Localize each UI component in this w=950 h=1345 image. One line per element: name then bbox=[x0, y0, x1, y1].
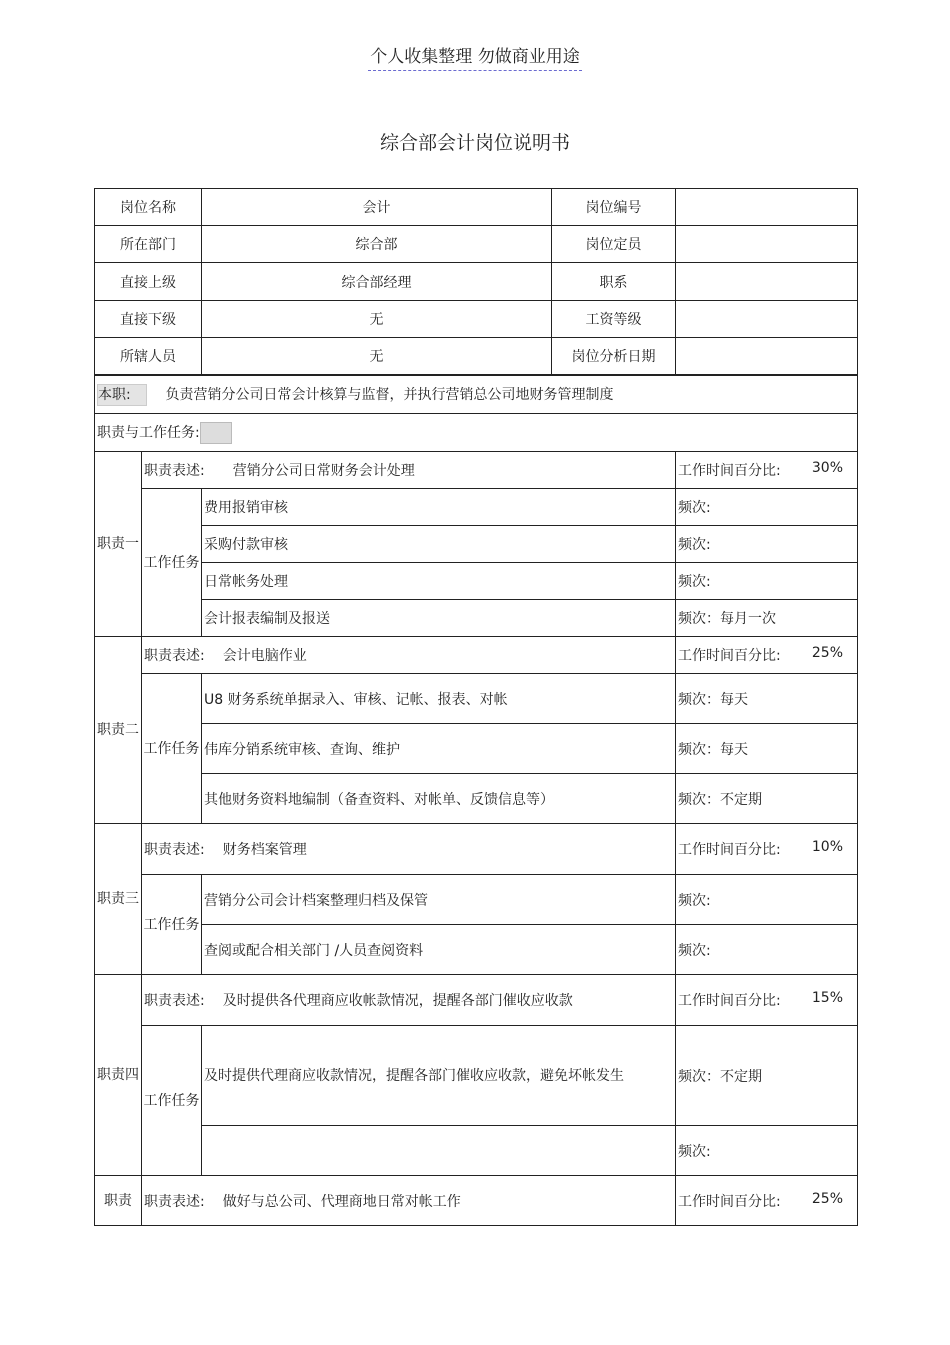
task-label: 工作任务 bbox=[142, 875, 202, 975]
task-text: 伟库分销系统审核、查询、维护 bbox=[202, 724, 676, 774]
task-frequency: 频次: bbox=[676, 563, 858, 600]
time-percent: 工作时间百分比: 30% bbox=[676, 452, 858, 489]
task-frequency: 频次: bbox=[676, 875, 858, 925]
task-frequency: 频次: bbox=[676, 1126, 858, 1176]
time-percent: 工作时间百分比: 25% bbox=[676, 637, 858, 674]
task-label: 工作任务 bbox=[142, 489, 202, 637]
task-text: 及时提供代理商应收款情况，提醒各部门催收应收款，避免坏帐发生 bbox=[202, 1026, 676, 1126]
info-value: 无 bbox=[202, 338, 552, 375]
info-table bbox=[94, 188, 858, 375]
duty-name: 职责 bbox=[95, 1176, 142, 1226]
info-value bbox=[676, 338, 858, 375]
task-text: 其他财务资料地编制（备查资料、对帐单、反馈信息等） bbox=[202, 774, 676, 824]
header-note: 个人收集整理 勿做商业用途 bbox=[0, 42, 950, 67]
task-text bbox=[202, 1126, 676, 1176]
info-value: 综合部 bbox=[202, 226, 552, 263]
duty-name: 职责三 bbox=[95, 824, 142, 975]
task-text: 查阅或配合相关部门 /人员查阅资料 bbox=[202, 925, 676, 975]
duties-table bbox=[94, 375, 858, 1226]
time-percent: 工作时间百分比: 15% bbox=[676, 975, 858, 1026]
task-frequency: 频次：不定期 bbox=[676, 1026, 858, 1126]
task-text: 会计报表编制及报送 bbox=[202, 600, 676, 637]
task-frequency: 频次：每月一次 bbox=[676, 600, 858, 637]
task-frequency: 频次：每天 bbox=[676, 724, 858, 774]
task-frequency: 频次：每天 bbox=[676, 674, 858, 724]
document-title: 综合部会计岗位说明书 bbox=[379, 132, 570, 154]
task-frequency: 频次: bbox=[676, 925, 858, 975]
info-label: 工资等级 bbox=[552, 301, 676, 338]
duty-name: 职责四 bbox=[95, 975, 142, 1176]
duty-description: 职责表述: 会计电脑作业 bbox=[142, 637, 676, 674]
task-text: 费用报销审核 bbox=[202, 489, 676, 526]
main-duty-row bbox=[95, 376, 858, 414]
info-value bbox=[676, 301, 858, 338]
info-value bbox=[676, 226, 858, 263]
time-percent: 工作时间百分比: 10% bbox=[676, 824, 858, 875]
section-label: 职责与工作任务: bbox=[97, 424, 200, 441]
duty-name: 职责一 bbox=[95, 452, 142, 637]
info-label: 所在部门 bbox=[95, 226, 202, 263]
section-label-shade bbox=[200, 422, 232, 444]
task-text: 采购付款审核 bbox=[202, 526, 676, 563]
task-frequency: 频次：不定期 bbox=[676, 774, 858, 824]
info-value bbox=[676, 263, 858, 301]
info-label: 岗位编号 bbox=[552, 189, 676, 226]
time-percent: 工作时间百分比: 25% bbox=[676, 1176, 858, 1226]
info-label: 所辖人员 bbox=[95, 338, 202, 375]
duty-description: 职责表述: 做好与总公司、代理商地日常对帐工作 bbox=[142, 1176, 676, 1226]
info-label: 岗位定员 bbox=[552, 226, 676, 263]
main-duty-label: 本职: bbox=[97, 384, 147, 406]
task-label: 工作任务 bbox=[142, 1026, 202, 1176]
duty-description: 职责表述: 财务档案管理 bbox=[142, 824, 676, 875]
info-value: 会计 bbox=[202, 189, 552, 226]
task-text: U8 财务系统单据录入、审核、记帐、报表、对帐 bbox=[202, 674, 676, 724]
duty-description: 职责表述: 及时提供各代理商应收帐款情况，提醒各部门催收应收款 bbox=[142, 975, 676, 1026]
task-text: 日常帐务处理 bbox=[202, 563, 676, 600]
info-value: 综合部经理 bbox=[202, 263, 552, 301]
info-label: 岗位分析日期 bbox=[552, 338, 676, 375]
duty-name: 职责二 bbox=[95, 637, 142, 824]
info-label: 职系 bbox=[552, 263, 676, 301]
task-label: 工作任务 bbox=[142, 674, 202, 824]
section-row bbox=[95, 414, 858, 452]
duty-description: 职责表述: 营销分公司日常财务会计处理 bbox=[142, 452, 676, 489]
task-text: 营销分公司会计档案整理归档及保管 bbox=[202, 875, 676, 925]
task-frequency: 频次: bbox=[676, 489, 858, 526]
info-label: 直接下级 bbox=[95, 301, 202, 338]
task-frequency: 频次: bbox=[676, 526, 858, 563]
info-label: 岗位名称 bbox=[95, 189, 202, 226]
info-value: 无 bbox=[202, 301, 552, 338]
info-value bbox=[676, 189, 858, 226]
info-label: 直接上级 bbox=[95, 263, 202, 301]
main-duty-text: 负责营销分公司日常会计核算与监督，并执行营销总公司地财务管理制度 bbox=[165, 386, 614, 403]
